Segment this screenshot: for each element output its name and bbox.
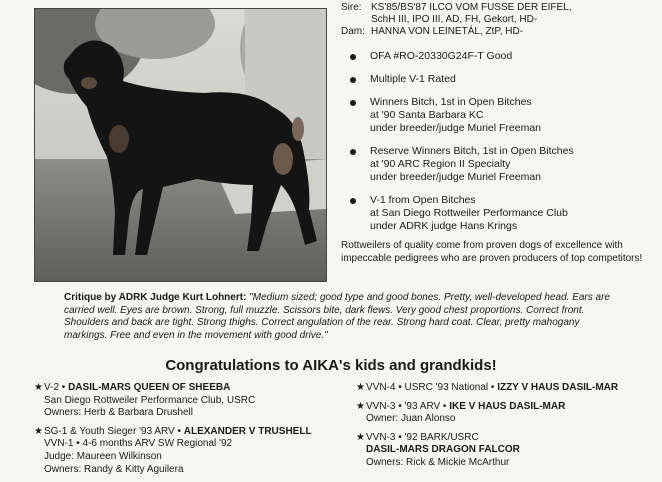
bullet-icon xyxy=(350,149,356,155)
dog-photo xyxy=(34,8,327,282)
dam-label: Dam: xyxy=(341,26,365,37)
achievement-item xyxy=(350,145,650,184)
kid-rating: V-2 • xyxy=(44,382,69,393)
kid-name: DASIL-MARS DRAGON FALCOR xyxy=(366,444,520,456)
achievement-line: OFA #RO-20330G24F-T Good xyxy=(370,50,513,62)
achievement-item xyxy=(350,73,650,86)
achievement-line: at San Diego Rottweiler Performance Club xyxy=(370,207,568,219)
kid-rating: SG-1 & Youth Sieger '93 ARV • xyxy=(44,425,184,437)
star-icon: ★ xyxy=(356,431,365,443)
kid-entry xyxy=(34,382,312,420)
kid-entry xyxy=(356,382,618,395)
bullet-icon xyxy=(350,198,356,204)
kid-detail: San Diego Rottweiler Performance Club, USRC xyxy=(44,394,256,406)
judge-critique xyxy=(64,292,624,342)
star-icon: ★ xyxy=(34,425,43,437)
star-icon: ★ xyxy=(356,400,365,412)
kid-entry xyxy=(34,426,312,476)
bullet-icon xyxy=(350,100,356,106)
kid-entry xyxy=(356,432,618,470)
achievement-item xyxy=(350,194,650,233)
kid-title-line xyxy=(356,382,618,395)
achievement-line: Reserve Winners Bitch, 1st in Open Bitches xyxy=(370,145,574,157)
achievement-line: at '90 Santa Barbara KC xyxy=(370,109,484,121)
achievement-list xyxy=(350,50,650,243)
kid-title-line xyxy=(34,382,312,395)
kid-title-line xyxy=(356,401,618,414)
kid-detail: Judge: Maureen Wilkinson xyxy=(44,450,162,462)
kid-rating: VVN-3 • '92 BARK/USRC xyxy=(366,431,479,443)
kid-detail: Owners: Rick & Mickie McArthur xyxy=(366,456,510,468)
achievement-item xyxy=(350,96,650,135)
kid-title-line xyxy=(34,426,312,439)
kid-detail: VVN-1 • 4-6 months ARV SW Regional '92 xyxy=(44,438,233,450)
kid-rating: VVN-3 • '93 ARV • xyxy=(366,400,450,412)
sire-label: Sire: xyxy=(341,2,362,13)
achievement-item xyxy=(350,50,650,63)
kid-detail: Owners: Randy & Kitty Aguilera xyxy=(44,463,184,475)
achievement-line: under breeder/judge Muriel Freeman xyxy=(370,122,542,134)
bullet-icon xyxy=(350,77,356,83)
achievement-line: under breeder/judge Muriel Freeman xyxy=(370,171,542,183)
dam-name: HANNA VON LEINETÁL, ZtP, HD- xyxy=(371,26,524,37)
star-icon: ★ xyxy=(34,382,43,393)
kids-list-left xyxy=(34,382,312,482)
achievement-line: V-1 from Open Bitches xyxy=(370,194,476,206)
sire-name: KS'85/BS'87 ILCO VOM FUSSE DER EIFEL, xyxy=(371,2,572,13)
kid-detail: Owners: Herb & Barbara Drushell xyxy=(44,407,193,419)
sire-titles: SchH III, IPO III, AD, FH, Gekort, HD- xyxy=(371,14,538,25)
star-icon: ★ xyxy=(356,382,365,393)
sire-line xyxy=(341,2,572,14)
kid-name: IZZY V HAUS DASIL-MAR xyxy=(497,382,619,393)
congrats-heading: Congratulations to AIKA's kids and grandkids! xyxy=(165,357,497,374)
kid-entry xyxy=(356,401,618,426)
dam-line xyxy=(341,26,523,38)
achievement-line: Winners Bitch, 1st in Open Bitches xyxy=(370,96,532,108)
critique-text: "Medium sized; good type and good bones. Pretty, well-developed head. Ears are carried well. Eyes are brown. Strong, full muzzle. Scissors bite, dark flews. Very good chest proportions. Correct front. Shoulders and back are tight. Strong thighs. Correct angulation of the rear. Strong hard coat. Clear, pretty mahogany markings. Free and even in the movement with good drive." xyxy=(64,292,610,341)
kid-title-line xyxy=(356,432,618,445)
bullet-icon xyxy=(350,54,356,60)
kid-name: IKE V HAUS DASIL-MAR xyxy=(449,400,566,412)
achievement-line: under ADRK judge Hans Krings xyxy=(370,220,518,232)
achievement-line: at '90 ARC Region II Specialty xyxy=(370,158,511,170)
kid-name: DASIL-MARS QUEEN OF SHEEBA xyxy=(68,382,231,393)
tagline: Rottweilers of quality come from proven dogs of excellence with impeccable pedigrees who are proven producers of top competitors! xyxy=(341,240,643,264)
kids-list-right xyxy=(356,382,618,476)
achievement-line: Multiple V-1 Rated xyxy=(370,73,456,85)
kid-rating: VVN-4 • USRC '93 National • xyxy=(366,382,498,393)
critique-label: Critique by ADRK Judge Kurt Lohnert: xyxy=(64,292,247,303)
kid-name: ALEXANDER V TRUSHELL xyxy=(183,425,312,437)
kid-detail: Owner: Juan Alonso xyxy=(366,413,456,425)
